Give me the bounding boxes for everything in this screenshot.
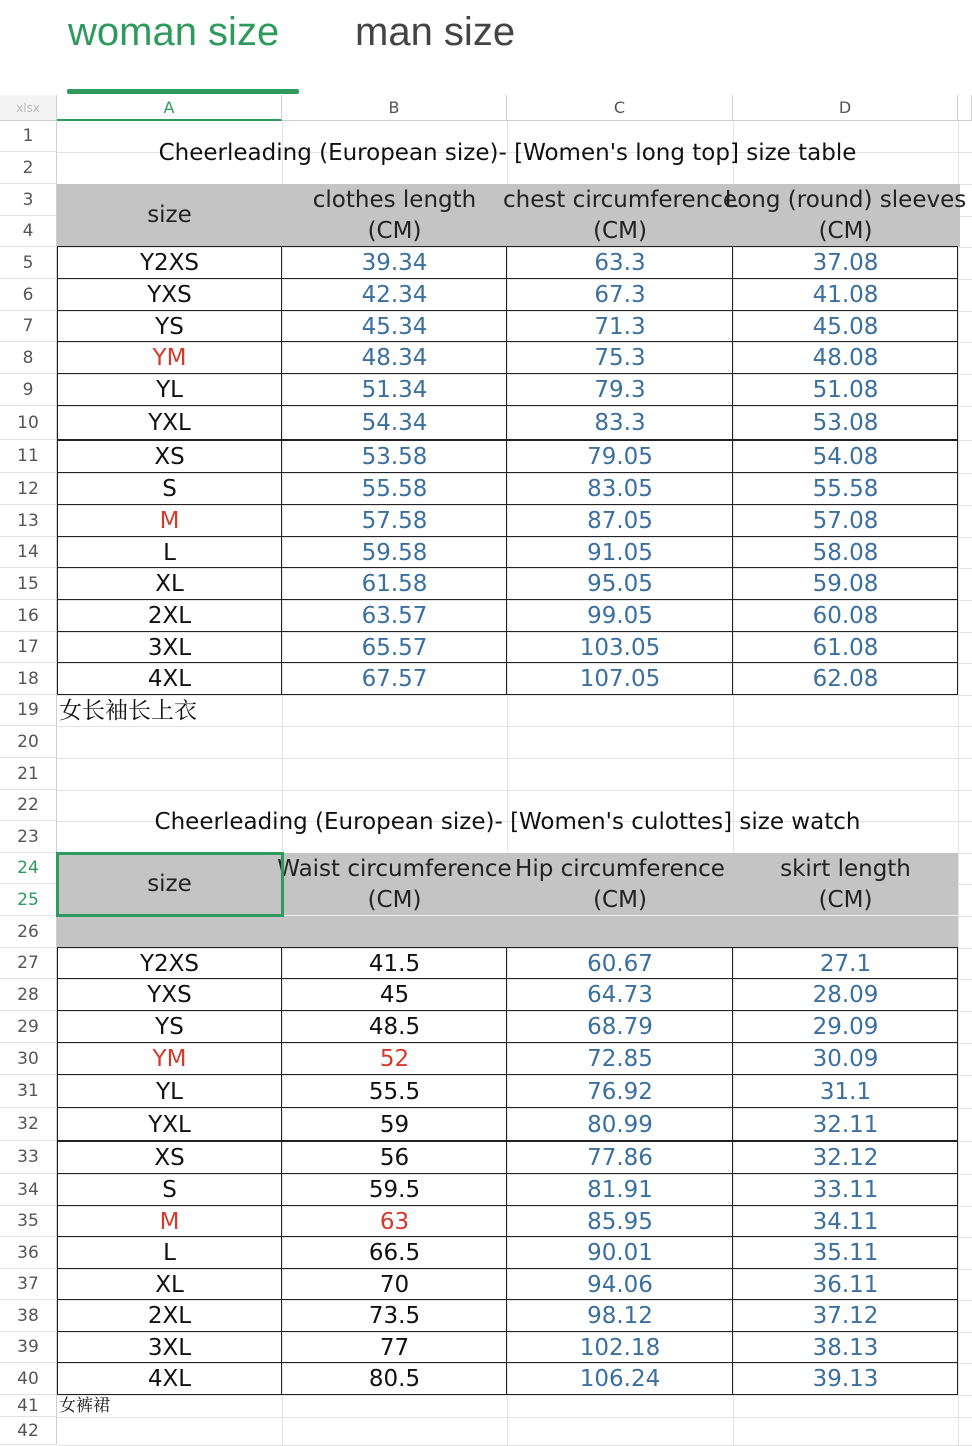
table1-cell-size[interactable]: XL	[155, 571, 184, 597]
table1-col-border	[957, 247, 958, 695]
table2-cell-size[interactable]: 4XL	[147, 1366, 192, 1392]
table2-cell-size[interactable]: XL	[155, 1271, 184, 1298]
table2-cell-waist[interactable]: 80.5	[368, 1366, 421, 1392]
row-header-22[interactable]: 22	[0, 790, 57, 821]
table2-cell-hip[interactable]: 64.73	[587, 982, 653, 1008]
table1-cell-chest[interactable]: 91.05	[587, 539, 653, 566]
table1-cell-size[interactable]: Y2XS	[139, 250, 200, 276]
table2-row-border	[57, 1331, 958, 1332]
table2-cell-waist[interactable]: 77	[379, 1334, 410, 1361]
table1-cell-chest[interactable]: 95.05	[587, 571, 653, 597]
table2-cell-hip[interactable]: 77.86	[587, 1144, 653, 1171]
active-tab-indicator	[67, 89, 299, 94]
table2-cell-skirt[interactable]: 32.12	[812, 1144, 879, 1171]
grid-line-row	[57, 758, 972, 759]
table2-cell-hip[interactable]: 60.67	[587, 950, 653, 977]
row-header-42[interactable]: 42	[0, 1417, 57, 1445]
table2-cell-hip[interactable]: 94.06	[587, 1271, 653, 1298]
table2-cell-skirt[interactable]: 36.11	[812, 1271, 879, 1298]
table1-cell-chest[interactable]: 103.05	[579, 634, 661, 661]
header-line: size	[147, 871, 192, 897]
table1-row-border	[57, 405, 958, 406]
table2-cell-skirt[interactable]: 35.11	[812, 1240, 879, 1266]
table2-header-size	[57, 853, 282, 916]
table2-cell-skirt[interactable]: 34.11	[812, 1208, 879, 1235]
table1-cell-length[interactable]: 48.34	[361, 345, 428, 371]
table2-cell-hip[interactable]: 85.95	[587, 1208, 653, 1235]
table2-row-border	[57, 1362, 958, 1363]
table1-row-border	[57, 439, 958, 441]
table1-cell-length[interactable]: 65.57	[361, 634, 428, 661]
table1-cell-chest[interactable]: 67.3	[594, 282, 646, 308]
table2-cell-skirt[interactable]: 30.09	[812, 1046, 879, 1072]
table1-cell-chest[interactable]: 87.05	[587, 508, 653, 534]
table2-cell-waist[interactable]: 56	[379, 1144, 410, 1171]
table2-cell-waist[interactable]: 63	[379, 1208, 410, 1235]
table1-cell-length[interactable]: 59.58	[361, 539, 428, 566]
header-line: size	[147, 202, 192, 228]
table2-cell-skirt[interactable]: 31.1	[819, 1078, 872, 1105]
column-header-filler	[958, 95, 972, 121]
sheet-corner: xlsx	[0, 95, 57, 121]
table2-cell-waist[interactable]: 52	[379, 1046, 410, 1072]
table1-row-border	[57, 567, 958, 568]
row-header-16[interactable]: 16	[0, 600, 57, 632]
table2-cell-hip[interactable]: 81.91	[587, 1177, 653, 1203]
row-header-35[interactable]: 35	[0, 1206, 57, 1237]
table1-cell-chest[interactable]: 79.05	[587, 443, 653, 470]
table2-col-border	[57, 948, 58, 1395]
row-header-26[interactable]: 26	[0, 916, 57, 948]
table1-cell-sleeve[interactable]: 45.08	[812, 313, 879, 340]
table1-header-sleeve	[724, 184, 967, 247]
row-header-19[interactable]: 19	[0, 695, 57, 726]
column-header-b[interactable]: B	[282, 95, 507, 121]
table2-cell-hip[interactable]: 72.85	[587, 1046, 653, 1072]
table2-row-border	[57, 1140, 958, 1142]
table2-cell-hip[interactable]: 98.12	[587, 1303, 653, 1329]
table2-row-border	[57, 1205, 958, 1206]
table1-cell-size[interactable]: YXS	[147, 282, 192, 308]
table1-cell-chest[interactable]: 63.3	[594, 250, 646, 276]
row-header-30[interactable]: 30	[0, 1043, 57, 1075]
table2-cell-waist[interactable]: 55.5	[368, 1078, 421, 1105]
table1-cell-size[interactable]: M	[159, 508, 180, 534]
table1-cell-sleeve[interactable]: 41.08	[812, 282, 879, 308]
table1-cell-sleeve[interactable]: 51.08	[812, 377, 879, 403]
table2-cell-skirt[interactable]: 29.09	[812, 1014, 879, 1040]
row-header-13[interactable]: 13	[0, 505, 57, 537]
table1-cell-size[interactable]: 4XL	[147, 666, 192, 692]
row-header-39[interactable]: 39	[0, 1332, 57, 1363]
table1-cell-length[interactable]: 57.58	[361, 508, 428, 534]
row-header-3[interactable]: 3	[0, 184, 57, 216]
table1-col-border	[281, 247, 282, 695]
table1-cell-sleeve[interactable]: 37.08	[812, 250, 879, 276]
table2-cell-hip[interactable]: 68.79	[587, 1014, 653, 1040]
table1-cell-length[interactable]: 45.34	[361, 313, 428, 340]
table2-row-border	[57, 1042, 958, 1043]
table1-cell-size[interactable]: YXL	[148, 410, 191, 436]
row-header-37[interactable]: 37	[0, 1269, 57, 1300]
table1-row-border	[57, 310, 958, 311]
row-header-32[interactable]: 32	[0, 1108, 57, 1141]
table2-row-border	[57, 947, 958, 948]
table1-cell-size[interactable]: YM	[152, 345, 187, 371]
table1-cell-length[interactable]: 55.58	[361, 476, 428, 502]
table2-cell-waist[interactable]: 48.5	[368, 1014, 421, 1040]
table2-cell-waist[interactable]: 41.5	[368, 950, 421, 977]
row-header-25[interactable]: 25	[0, 884, 57, 916]
table2-cell-size[interactable]: M	[159, 1208, 180, 1235]
table2-cell-skirt[interactable]: 39.13	[812, 1366, 879, 1392]
row-header-1[interactable]: 1	[0, 121, 57, 152]
table2-row-border	[57, 1107, 958, 1108]
row-header-12[interactable]: 12	[0, 473, 57, 505]
grid-line-row	[57, 1417, 972, 1418]
table1-row-border	[57, 662, 958, 663]
table2-col-border	[732, 948, 733, 1395]
table1-cell-length[interactable]: 54.34	[361, 410, 428, 436]
table1-row-border	[57, 278, 958, 279]
table2-cell-hip[interactable]: 76.92	[587, 1078, 653, 1105]
table1-row-border	[57, 536, 958, 537]
header-line: (CM)	[367, 217, 422, 244]
header-line: skirt length	[780, 855, 911, 882]
table1-cell-size[interactable]: YS	[155, 313, 184, 340]
table1-cell-chest[interactable]: 83.3	[594, 410, 646, 436]
table1-row-border	[57, 472, 958, 473]
table2-cell-waist[interactable]: 66.5	[368, 1240, 421, 1266]
table1-header-length	[282, 184, 507, 247]
header-line: Hip circumference	[515, 855, 725, 882]
table1-cell-length[interactable]: 67.57	[361, 666, 428, 692]
row-header-15[interactable]: 15	[0, 568, 57, 600]
table1-cell-length[interactable]: 53.58	[361, 443, 428, 470]
table2-col-border	[281, 948, 282, 1395]
grid-line-col	[958, 121, 959, 1445]
table1-cell-size[interactable]: YL	[156, 377, 183, 403]
row-header-9[interactable]: 9	[0, 374, 57, 406]
row-header-38[interactable]: 38	[0, 1300, 57, 1332]
table1-cell-length[interactable]: 39.34	[361, 250, 428, 276]
row-header-24[interactable]: 24	[0, 853, 57, 884]
table1-row-border	[57, 341, 958, 342]
row-header-27[interactable]: 27	[0, 948, 57, 979]
row-header-40[interactable]: 40	[0, 1363, 57, 1395]
table2-row-border	[57, 1299, 958, 1300]
header-line: (CM)	[818, 217, 873, 244]
column-header-c[interactable]: C	[507, 95, 733, 121]
table1-cell-size[interactable]: L	[163, 539, 176, 566]
header-line: Waist circumference	[277, 855, 512, 882]
table1-cell-sleeve[interactable]: 54.08	[812, 443, 879, 470]
table2-cell-size[interactable]: S	[162, 1177, 177, 1203]
table1-row-border	[57, 599, 958, 600]
table1-cell-size[interactable]: 3XL	[147, 634, 192, 661]
table2-cell-size[interactable]: 2XL	[147, 1303, 192, 1329]
table1-header-chest	[502, 184, 738, 247]
table1-cell-chest[interactable]: 83.05	[587, 476, 653, 502]
row-header-28[interactable]: 28	[0, 979, 57, 1011]
table1-cell-size[interactable]: XS	[154, 443, 185, 470]
table2-cell-skirt[interactable]: 32.11	[812, 1111, 879, 1138]
table2-row-border	[57, 1173, 958, 1174]
table1-cell-chest[interactable]: 107.05	[579, 666, 661, 692]
table2-cell-skirt[interactable]: 27.1	[819, 950, 872, 977]
table2-title: Cheerleading (European size)- [Women's culottes] size watch	[154, 808, 861, 835]
table1-cell-chest[interactable]: 71.3	[594, 313, 646, 340]
table1-cell-length[interactable]: 42.34	[361, 282, 428, 308]
table2-row-border	[57, 1236, 958, 1237]
table2-header-hip	[507, 853, 733, 916]
row-header-18[interactable]: 18	[0, 663, 57, 695]
table1-cell-sleeve[interactable]: 59.08	[812, 571, 879, 597]
table2-col-border	[506, 948, 507, 1395]
table1-cell-sleeve[interactable]: 57.08	[812, 508, 879, 534]
row-header-4[interactable]: 4	[0, 216, 57, 247]
table2-col-border	[957, 948, 958, 1395]
table1-note: 女长袖长上衣	[59, 697, 197, 724]
row-header-34[interactable]: 34	[0, 1174, 57, 1206]
table1-header-size	[57, 184, 282, 247]
table1-cell-chest[interactable]: 99.05	[587, 603, 653, 629]
table2-row-border	[57, 978, 958, 979]
header-line: (CM)	[818, 886, 873, 913]
table2-cell-skirt[interactable]: 37.12	[812, 1303, 879, 1329]
table1-cell-chest[interactable]: 75.3	[594, 345, 646, 371]
table2-cell-size[interactable]: YL	[156, 1078, 183, 1105]
table2-cell-size[interactable]: 3XL	[147, 1334, 192, 1361]
row-header-21[interactable]: 21	[0, 758, 57, 790]
table2-cell-waist[interactable]: 70	[379, 1271, 410, 1298]
row-header-41[interactable]: 41	[0, 1395, 57, 1417]
table1-cell-sleeve[interactable]: 61.08	[812, 634, 879, 661]
table1-cell-size[interactable]: 2XL	[147, 603, 192, 629]
row-header-11[interactable]: 11	[0, 440, 57, 473]
column-header-d[interactable]: D	[733, 95, 958, 121]
row-header-7[interactable]: 7	[0, 311, 57, 342]
table2-cell-size[interactable]: YXS	[147, 982, 192, 1008]
header-line: (CM)	[593, 886, 647, 913]
table1-cell-length[interactable]: 61.58	[361, 571, 428, 597]
row-header-6[interactable]: 6	[0, 279, 57, 311]
table1-cell-sleeve[interactable]: 58.08	[812, 539, 879, 566]
table1-cell-sleeve[interactable]: 48.08	[812, 345, 879, 371]
tab-man-size[interactable]: man size	[355, 10, 516, 54]
table2-cell-hip[interactable]: 106.24	[579, 1366, 661, 1392]
table1-cell-sleeve[interactable]: 60.08	[812, 603, 879, 629]
table1-row-border	[57, 373, 958, 374]
row-header-14[interactable]: 14	[0, 537, 57, 568]
table1-row-border	[57, 504, 958, 505]
row-header-5[interactable]: 5	[0, 247, 57, 279]
table2-cell-hip[interactable]: 90.01	[587, 1240, 653, 1266]
table1-cell-length[interactable]: 63.57	[361, 603, 428, 629]
table2-cell-size[interactable]: Y2XS	[139, 950, 200, 977]
table2-cell-skirt[interactable]: 33.11	[812, 1177, 879, 1203]
row-header-29[interactable]: 29	[0, 1011, 57, 1043]
table2-header-waist	[277, 853, 512, 916]
table2-row-border	[57, 1074, 958, 1075]
table1-cell-size[interactable]: S	[162, 476, 177, 502]
row-header-31[interactable]: 31	[0, 1075, 57, 1108]
table1-cell-sleeve[interactable]: 62.08	[812, 666, 879, 692]
table2-cell-skirt[interactable]: 28.09	[812, 982, 879, 1008]
row-header-36[interactable]: 36	[0, 1237, 57, 1269]
table1-row-border	[57, 631, 958, 632]
table2-cell-size[interactable]: L	[163, 1240, 176, 1266]
header-line: (CM)	[593, 217, 647, 244]
row-header-17[interactable]: 17	[0, 632, 57, 663]
table2-cell-skirt[interactable]: 38.13	[812, 1334, 879, 1361]
table2-header-skirt	[733, 853, 958, 916]
table1-col-border	[732, 247, 733, 695]
row-header-8[interactable]: 8	[0, 342, 57, 374]
table2-cell-size[interactable]: YXL	[148, 1111, 191, 1138]
table2-cell-size[interactable]: YS	[155, 1014, 184, 1040]
row-header-10[interactable]: 10	[0, 406, 57, 440]
row-header-23[interactable]: 23	[0, 821, 57, 853]
header-line: chest circumference	[502, 186, 738, 213]
tab-woman-size[interactable]: woman size	[68, 10, 280, 54]
table1-cell-sleeve[interactable]: 55.58	[812, 476, 879, 502]
table1-row-border	[57, 246, 958, 247]
table2-cell-waist[interactable]: 59	[379, 1111, 410, 1138]
table1-cell-length[interactable]: 51.34	[361, 377, 428, 403]
table2-cell-size[interactable]: XS	[154, 1144, 185, 1171]
header-line: (CM)	[367, 886, 422, 913]
table2-cell-hip[interactable]: 102.18	[579, 1334, 661, 1361]
table1-col-border	[57, 247, 58, 695]
table2-cell-hip[interactable]: 80.99	[587, 1111, 653, 1138]
header-line: clothes length	[312, 186, 477, 213]
table1-cell-chest[interactable]: 79.3	[594, 377, 646, 403]
table2-cell-size[interactable]: YM	[152, 1046, 187, 1072]
table2-cell-waist[interactable]: 73.5	[368, 1303, 421, 1329]
table1-col-border	[506, 247, 507, 695]
row-header-2[interactable]: 2	[0, 152, 57, 184]
table1-title: Cheerleading (European size)- [Women's long top] size table	[158, 139, 857, 166]
row-header-20[interactable]: 20	[0, 726, 57, 758]
grid-line-row	[57, 726, 972, 727]
table2-row-border	[57, 1268, 958, 1269]
table2-row-border	[57, 1010, 958, 1011]
header-line: Long (round) sleeves	[724, 186, 967, 213]
table2-cell-waist[interactable]: 59.5	[368, 1177, 421, 1203]
column-header-a[interactable]: A	[57, 95, 282, 121]
row-header-33[interactable]: 33	[0, 1141, 57, 1174]
table1-cell-sleeve[interactable]: 53.08	[812, 410, 879, 436]
table2-cell-waist[interactable]: 45	[379, 982, 410, 1008]
table2-note: 女裤裙	[59, 1396, 110, 1416]
